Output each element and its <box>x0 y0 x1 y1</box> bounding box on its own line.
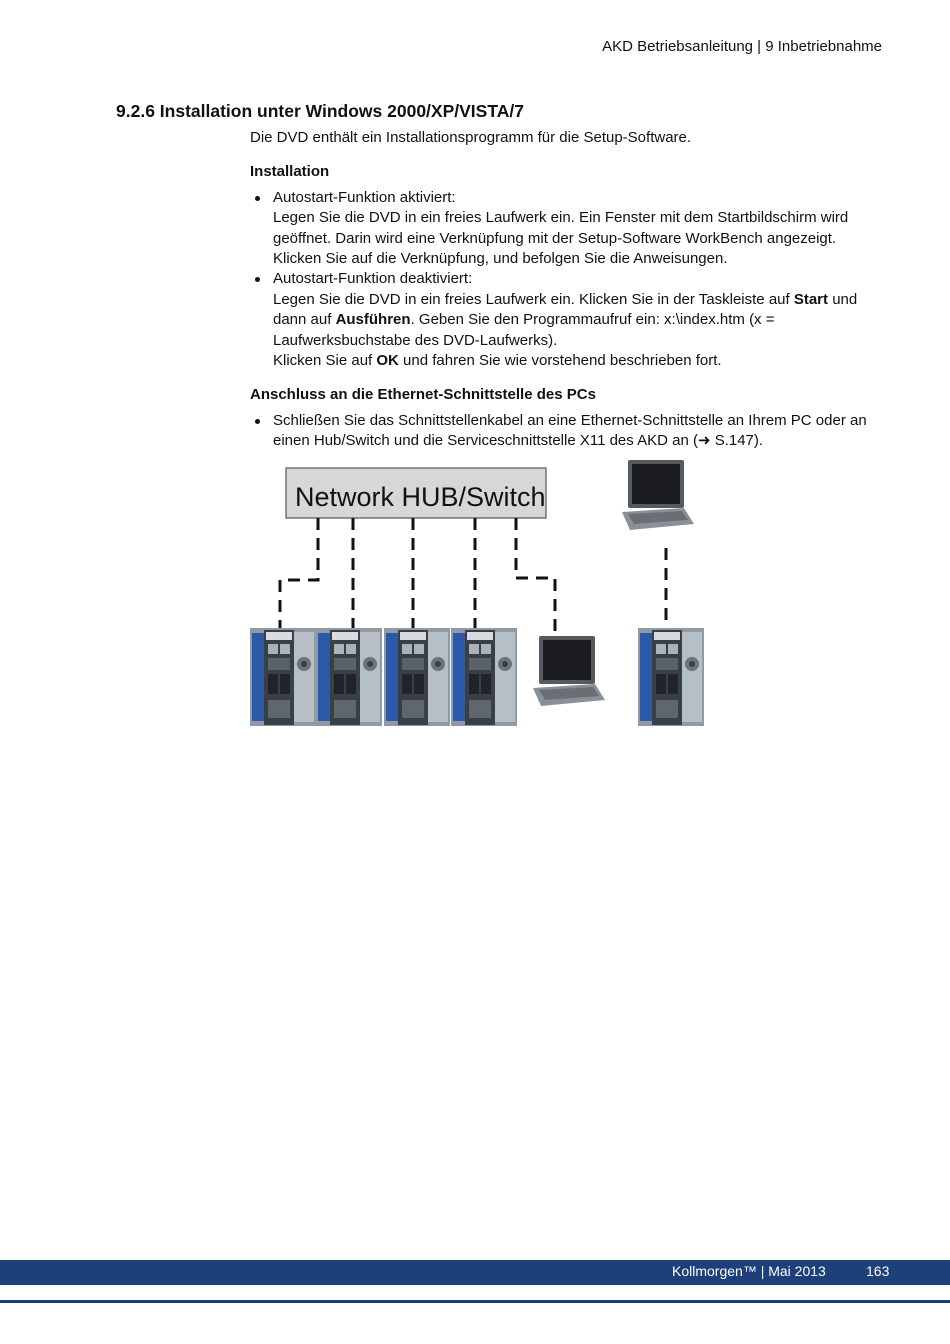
item-title: Autostart-Funktion deaktiviert: <box>273 270 473 288</box>
ethernet-list <box>250 411 882 452</box>
hub-label: Network HUB/Switch <box>295 482 546 512</box>
footer-bar <box>0 1260 950 1285</box>
run-term: Ausführen <box>335 311 411 329</box>
running-header: AKD Betriebsanleitung | 9 Inbetriebnahme <box>602 38 882 55</box>
item-body: Legen Sie die DVD in ein freies Laufwerk ein. Ein Fenster mit dem Startbildschirm wird geöffnet. Darin wird eine Verknüpfung mit der Setup-Software WorkBench angezeigt. Klicken Sie auf die Verknüpfung, und befolgen Sie die Anweisungen. <box>273 209 849 268</box>
drive-unit <box>250 628 316 726</box>
ethernet-heading: Anschluss an die Ethernet-Schnittstelle des PCs <box>250 386 596 404</box>
item-body <box>273 290 882 351</box>
text-run: . Geben Sie den Programmaufruf ein: x:\index.htm (x = Laufwerksbuchstabe des DVD-Laufwerks). <box>273 311 775 349</box>
network-cables <box>280 518 666 632</box>
main-content <box>250 128 882 452</box>
laptop-icon <box>622 460 694 530</box>
list-item: Schließen Sie das Schnittstellenkabel an eine Ethernet-Schnittstelle an Ihrem PC oder an einen Hub/Switch und die Serviceschnittstelle X11 des AKD an (➜ S.147). <box>250 411 882 452</box>
footer-rule <box>0 1300 950 1303</box>
start-term: Start <box>793 290 829 308</box>
laptop-icon <box>533 636 605 706</box>
footer-text: Kollmorgen™ | Mai 2013 <box>672 1263 826 1279</box>
list-item <box>250 269 882 371</box>
section-title: 9.2.6 Installation unter Windows 2000/XP/VISTA/7 <box>116 101 524 121</box>
installation-heading: Installation <box>250 163 330 181</box>
item-body <box>273 351 882 371</box>
text-run: und fahren Sie wie vorstehend beschrieben fort. <box>398 352 722 370</box>
text-run: und dann auf <box>273 290 858 329</box>
item-title: Autostart-Funktion aktiviert: <box>273 188 456 206</box>
ok-term: OK <box>376 352 399 370</box>
list-item <box>250 188 882 270</box>
drive-unit <box>316 628 382 726</box>
page-number: 163 <box>866 1263 890 1279</box>
drive-unit <box>638 628 704 726</box>
installation-list <box>250 188 882 372</box>
network-diagram <box>250 456 706 726</box>
drive-unit <box>451 628 517 726</box>
intro-paragraph: Die DVD enthält ein Installationsprogramm für die Setup-Software. <box>250 129 692 146</box>
text-run: Klicken Sie auf <box>273 352 377 370</box>
text-run: Legen Sie die DVD in ein freies Laufwerk ein. Klicken Sie in der Taskleiste auf <box>273 290 794 308</box>
drive-unit <box>384 628 450 726</box>
